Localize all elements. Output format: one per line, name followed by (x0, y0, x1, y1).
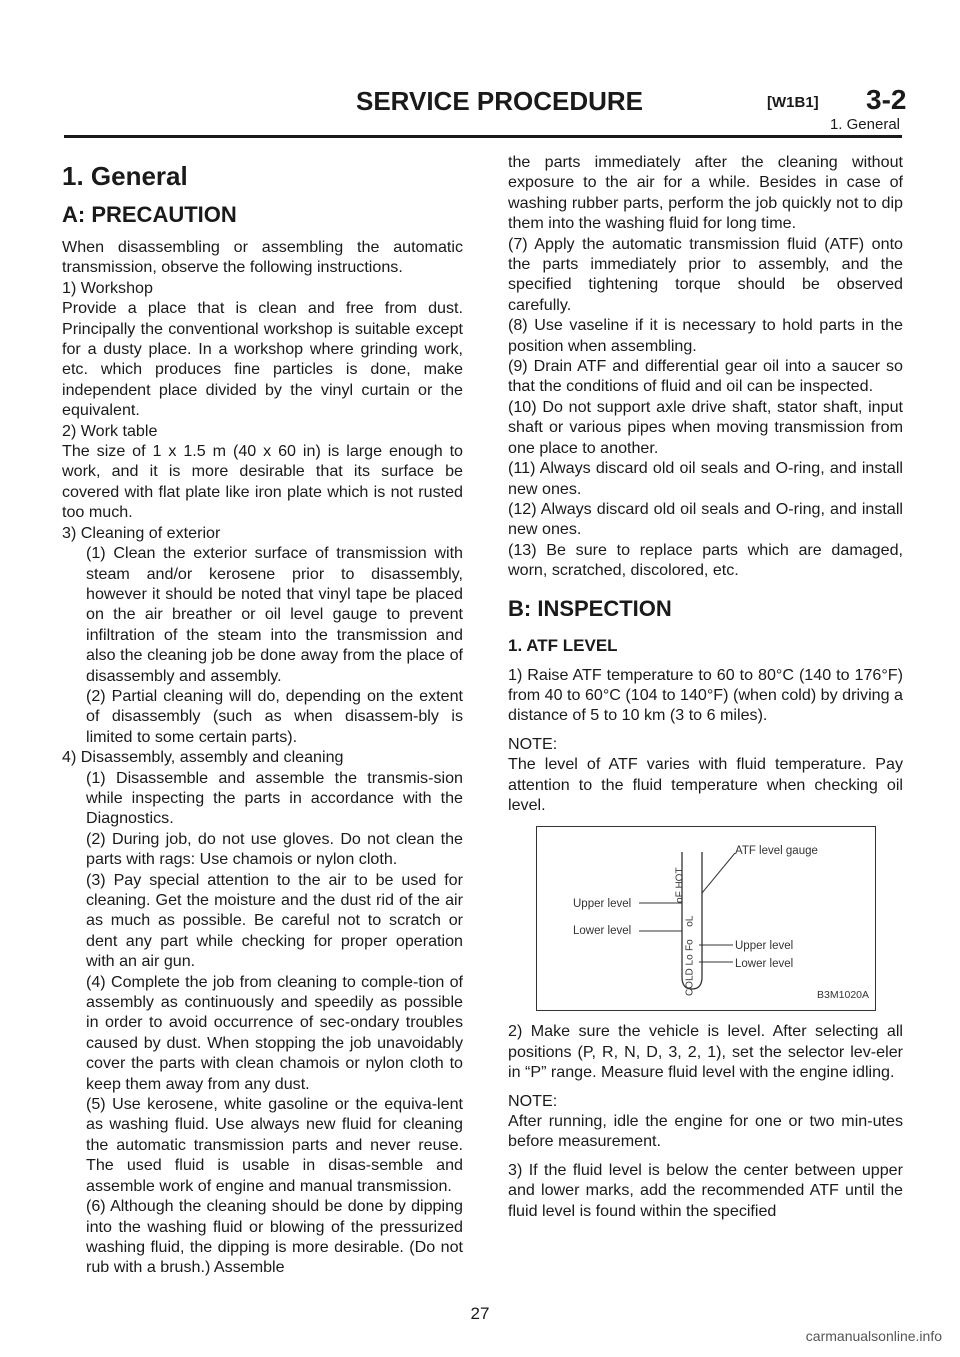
item4-step6a: (6) Although the cleaning should be done by dipping into the washing fluid or blowing of the pressurized washing fluid, the dipping is more desirable. (Do not rub with a brush.) Assemble (86, 1197, 463, 1277)
item4-step13: (13) Be sure to replace parts which are damaged, worn, scratched, discolored, etc. (508, 540, 903, 580)
note1-text: The level of ATF varies with fluid temperature. Pay attention to the fluid temperature when checking oil level. (508, 755, 903, 814)
stick-cold-marking: COLD Lo (684, 954, 696, 997)
item4-step5: (5) Use kerosene, white gasoline or the equiva-lent as washing fluid. Use always new fluid for cleaning the automatic transmission parts and never reuse. The used fluid is usable in disas-semble and assemble work of engine and manual transmission. (86, 1095, 463, 1195)
atf-gauge-illustration (537, 827, 875, 1010)
inspection-heading: B: INSPECTION (508, 595, 672, 621)
atf-level-gauge-figure (536, 826, 876, 1011)
item4-step11: (11) Always discard old oil seals and O-ring, and install new ones. (508, 459, 903, 498)
item4-step2: (2) During job, do not use gloves. Do not clean the parts with rags: Use chamois or nylon cloth. (86, 829, 463, 869)
atf-level-heading: 1. ATF LEVEL (508, 635, 618, 655)
figure-code: B3M1020A (817, 988, 869, 1001)
note2-label: NOTE: (508, 1091, 558, 1110)
label-lower-level-cold: Lower level (735, 958, 794, 971)
item1-text: Provide a place that is clean and free from dust. Principally the conventional workshop is suitable except for a dusty place. In a workshop where grinding work, etc. which produces fine particles is done, make independent place divided by the vinyl curtain or the equivalent. (62, 299, 463, 420)
item4-step8: (8) Use vaseline if it is necessary to hold parts in the position when assembling. (508, 316, 903, 355)
item4-step1: (1) Disassemble and assemble the transmis-sion while inspecting the parts in accordance with the Diagnostics. (86, 768, 463, 828)
page-number: 27 (470, 1304, 490, 1323)
precaution-heading: A: PRECAUTION (62, 202, 237, 227)
header-title: SERVICE PROCEDURE (356, 86, 644, 116)
note1-label: NOTE: (508, 734, 558, 753)
header-section-number: 3-2 (866, 84, 907, 115)
section-title: 1. General (62, 161, 188, 191)
note2-text: After running, idle the engine for one or two min-utes before measurement. (508, 1112, 903, 1151)
atf-step2: 2) Make sure the vehicle is level. After selecting all positions (P, R, N, D, 3, 2, 1), set the selector lev-eler in “P” range. Measure fluid level with the engine idling. (508, 1022, 903, 1082)
stick-f-marking: Fo (684, 939, 696, 952)
atf-step3: 3) If the fluid level is below the center between upper and lower marks, add the recommended ATF until the fluid level is found within the specified (508, 1160, 903, 1220)
item4-step7: (7) Apply the automatic transmission fluid (ATF) onto the parts immediately prior to assembly, and the specified tightening torque should be observed carefully. (508, 234, 903, 314)
label-lower-level-hot: Lower level (573, 925, 632, 938)
label-upper-level-cold: Upper level (735, 940, 794, 953)
item4-step12: (12) Always discard old oil seals and O-ring, and install new ones. (508, 499, 903, 539)
item4-step10: (10) Do not support axle drive shaft, stator shaft, input shaft or various pipes when moving transmission from one place to another. (508, 397, 903, 457)
left-column (62, 152, 463, 1278)
item2-text: The size of 1 x 1.5 m (40 x 60 in) is large enough to work, and it is more desirable that its surface be covered with flat plate like iron plate which is not rusted too much. (62, 442, 463, 522)
item3-heading: 3) Cleaning of exterior (62, 523, 221, 542)
item4-heading: 4) Disassembly, assembly and cleaning (62, 748, 344, 767)
label-upper-level-hot: Upper level (573, 898, 632, 911)
label-atf-level-gauge: ATF level gauge (735, 845, 818, 858)
precaution-intro: When disassembling or assembling the automatic transmission, observe the following instructions. (62, 238, 463, 277)
atf-step1: 1) Raise ATF temperature to 60 to 80°C (140 to 176°F) from 40 to 60°C (104 to 140°F) (when cold) by driving a distance of 5 to 10 km (3 to 6 miles). (508, 665, 903, 725)
item4-step6b: the parts immediately after the cleaning without exposure to the air for a while. Besides in case of washing rubber parts, perform the job quickly not to dip them into the washing fluid for long time. (508, 153, 903, 233)
item3-step2: (2) Partial cleaning will do, depending on the extent of disassembly (such as when disassem-bly is limited to some certain parts). (86, 686, 463, 746)
header-subtitle: 1. General (829, 116, 900, 133)
item3-step1: (1) Clean the exterior surface of transmission with steam and/or kerosene prior to disassembly, however it should be noted that vinyl tape be placed on the air breather or oil level gauge to prevent infiltration of the steam into the transmission and also the cleaning job be done away from the place of disassembly and assembly. (86, 544, 463, 685)
item1-heading: 1) Workshop (62, 278, 153, 297)
item4-step4: (4) Complete the job from cleaning to comple-tion of assembly as continuously and speedily as possible in order to avoid occurrence of sec-ondary troubles caused by dust. When stopping the job unavoidably cover the parts with clean chamois or nylon cloth to keep them away from any dust. (86, 972, 463, 1093)
header-rule (64, 135, 902, 138)
header-code: [W1B1] (767, 94, 819, 111)
item2-heading: 2) Work table (62, 421, 158, 440)
watermark: carmanualsonline.info (805, 1328, 942, 1344)
item4-step3: (3) Pay special attention to the air to be used for cleaning. Get the moisture and the dust rid of the air as much as possible. Be careful not to scratch or dent any part while checking for proper operation with an air gun. (86, 870, 463, 971)
item4-step9: (9) Drain ATF and differential gear oil into a saucer so that the conditions of fluid and oil can be inspected. (508, 357, 903, 396)
stick-l-marking: oL (684, 916, 696, 928)
stick-hot-marking: oF HOT (674, 867, 686, 904)
right-column (508, 152, 903, 1221)
